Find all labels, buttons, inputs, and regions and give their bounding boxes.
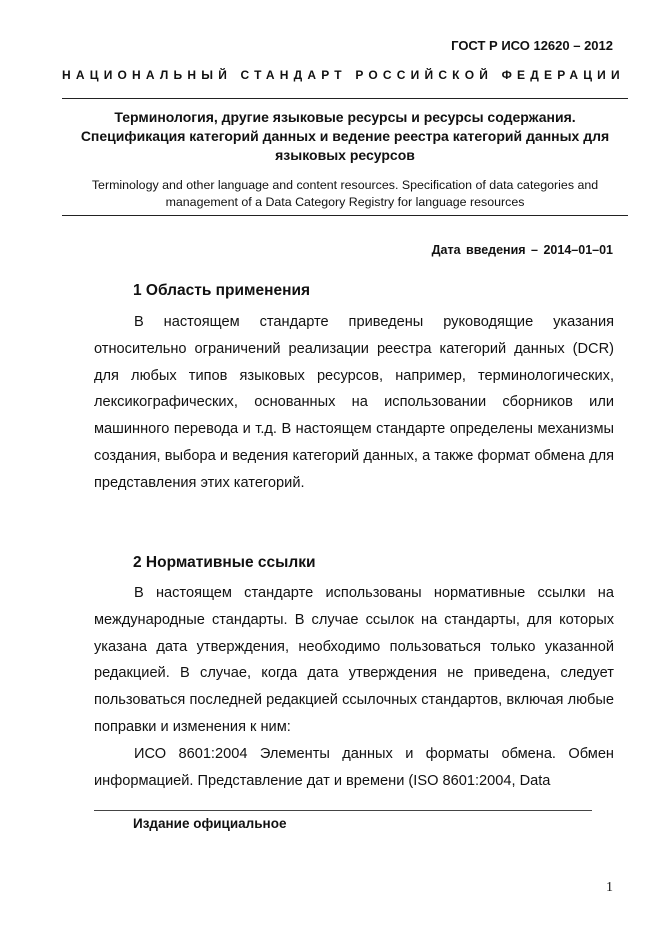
title-divider <box>62 215 628 216</box>
gost-code: ГОСТ Р ИСО 12620 – 2012 <box>451 38 613 53</box>
section-2-paragraph-2: ИСО 8601:2004 Элементы данных и форматы обмена. Обмен информацией. Представление дат и времени (ISO 8601:2004, Data <box>94 746 614 789</box>
document-title-en: Terminology and other language and content resources. Specification of data categories and management of a Data Category Registry for language resources <box>91 178 599 209</box>
section-1-heading: 1 Область применения <box>133 282 311 299</box>
page-number: 1 <box>606 880 613 895</box>
top-divider <box>62 98 628 99</box>
introduction-date: Дата введения – 2014–01–01 <box>431 243 613 257</box>
section-1-paragraph: В настоящем стандарте приведены руководящие указания относительно ограничений реализации реестра категорий данных (DCR) для любых типов языковых ресурсов, например, терминологических, лексикографических, основанных на использовании сборников или машинного перевода и т.д. В настоящем стандарте определены механизмы создания, выбора и ведения категорий данных, а также формат обмена для представления этих категорий. <box>94 314 614 491</box>
national-standard-banner: НАЦИОНАЛЬНЫЙ СТАНДАРТ РОССИЙСКОЙ ФЕДЕРАЦИИ <box>62 68 625 82</box>
footnote-divider <box>94 810 592 811</box>
document-title-ru: Терминология, другие языковые ресурсы и ресурсы содержания. Спецификация категорий данных и ведение реестра категорий данных для языковых ресурсов <box>80 109 610 163</box>
section-2-heading: 2 Нормативные ссылки <box>133 554 316 571</box>
section-2-paragraph-1: В настоящем стандарте использованы нормативные ссылки на международные стандарты. В случае ссылок на стандарты, для которых указана дата утверждения, необходимо пользоваться только указанной редакцией. В случае, когда дата утверждения не приведена, следует пользоваться последней редакцией ссылочных стандартов, включая любые поправки и изменения к ним: <box>94 585 614 735</box>
official-edition-label: Издание официальное <box>133 816 287 831</box>
